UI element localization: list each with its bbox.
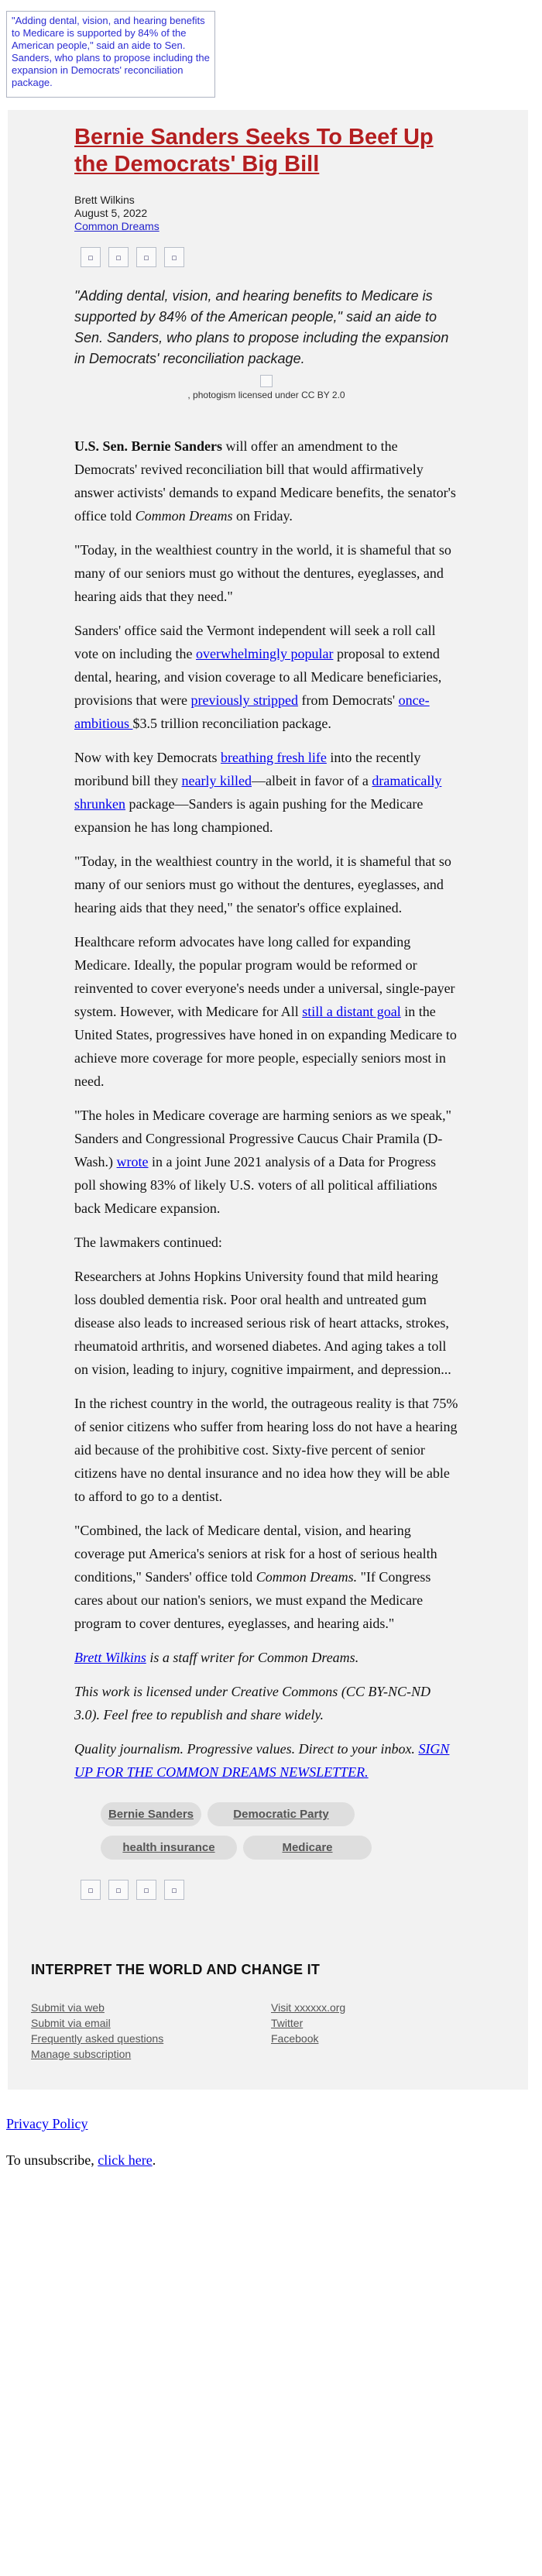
privacy-row — [6, 2116, 542, 2132]
footer — [31, 1962, 528, 2062]
tag-list — [101, 1802, 426, 1860]
text: in the United States, progressives have honed in on expanding Medicare to achieve more coverage for more people, especially seniors most in need. — [74, 1004, 457, 1089]
footer-link-submit-web[interactable]: Submit via web — [31, 2001, 105, 2014]
license-note: This work is licensed under Creative Commons (CC BY-NC-ND 3.0). Feel free to republish and share widely. — [74, 1684, 431, 1722]
text: Healthcare reform advocates have long called for expanding Medicare. Ideally, the popular program would be reformed or reinvented to cover everyone's needs under a universal, single-payer system. However, with Medicare for All — [74, 934, 455, 1019]
paragraph-8: The lawmakers continued: — [74, 1235, 222, 1250]
publication-name: Common Dreams — [135, 508, 233, 524]
link-newsletter-signup[interactable]: SIGN UP FOR THE COMMON DREAMS NEWSLETTER. — [74, 1741, 450, 1780]
photo-credit: , photogism licensed under CC BY 2.0 — [187, 390, 345, 400]
footer-col-left — [31, 2000, 271, 2062]
link-author[interactable]: Brett Wilkins — [74, 1650, 146, 1665]
share-twitter-icon[interactable]: ▫ — [108, 247, 129, 267]
paragraph-3 — [74, 619, 458, 735]
newsletter-promo — [74, 1737, 458, 1784]
article-title[interactable]: Bernie Sanders Seeks To Beef Up the Democrats' Big Bill — [74, 125, 434, 177]
text: from Democrats' — [297, 692, 399, 708]
hero-image-alt-text[interactable]: "Adding dental, vision, and hearing benefits to Medicare is supported by 84% of the American people," said an aide to Sen. Sanders, who plans to propose including the expansion in Democrats' reconciliation package. — [6, 11, 215, 98]
paragraph-10: In the richest country in the world, the outrageous reality is that 75% of senior citizens who suffer from hearing loss do not have a hearing aid because of the prohibitive cost. Sixty-five percent of senior citizens have no dental insurance and no idea how they will be able to afford to go to a dentist. — [74, 1396, 458, 1504]
text: $3.5 trillion reconciliation package. — [132, 716, 331, 731]
author-name: Brett Wilkins — [74, 194, 135, 206]
paragraph-9: Researchers at Johns Hopkins University found that mild hearing loss doubled dementia risk. Poor oral health and untreated gum disease also leads to increased serious risk of heart attacks, strokes, rheumatoid arthritis, and worsened diabetes. And aging takes a toll on vision, leading to injury, cognitive impairment, and depression... — [74, 1269, 451, 1377]
tag-health-insurance[interactable]: health insurance — [101, 1836, 237, 1860]
share-linkedin-icon[interactable]: ▫ — [136, 247, 156, 267]
paragraph-2: "Today, in the wealthiest country in the world, it is shameful that so many of our seniors must go without the dentures, eyeglasses, and hearing aids that they need." — [74, 542, 451, 604]
share-facebook-icon[interactable]: ▫ — [81, 247, 101, 267]
footer-links — [31, 2000, 528, 2062]
unsubscribe-link[interactable]: click here — [98, 2152, 153, 2168]
text: in a joint June 2021 analysis of a Data for Progress poll showing 83% of likely U.S. voters of all political affiliations back Medicare expansion. — [74, 1154, 437, 1216]
privacy-policy-link[interactable]: Privacy Policy — [6, 2116, 88, 2131]
email-page — [0, 11, 542, 2169]
share-twitter-icon[interactable]: ▫ — [108, 1880, 129, 1900]
text: —albeit in favor of a — [251, 773, 372, 788]
text: "Combined, the lack of Medicare dental, vision, and hearing coverage put America's seniors at risk for a host of serious health conditions," Sanders' office told — [74, 1523, 437, 1585]
link-once-ambitious[interactable]: once-ambitious — [74, 692, 430, 731]
footer-heading: INTERPRET THE WORLD AND CHANGE IT — [31, 1962, 321, 1977]
publish-date: August 5, 2022 — [74, 207, 148, 219]
article-body — [74, 434, 458, 1784]
footer-link-faq[interactable]: Frequently asked questions — [31, 2032, 164, 2045]
article-card — [8, 110, 528, 2090]
text: "The holes in Medicare coverage are harming seniors as we speak," Sanders and Congressional Progressive Caucus Chair Pramila (D-Wash.) — [74, 1108, 452, 1170]
link-previously-stripped[interactable]: previously stripped — [190, 692, 298, 708]
byline — [74, 194, 458, 233]
paragraph-5: "Today, in the wealthiest country in the world, it is shameful that so many of our seniors must go without the dentures, eyeglasses, and hearing aids that they need," the senator's office explained. — [74, 854, 451, 915]
publication-name: Common Dreams. — [256, 1569, 358, 1585]
text: is a staff writer for Common Dreams. — [146, 1650, 359, 1665]
text: on Friday. — [232, 508, 293, 524]
text: into the recently moribund bill they — [74, 750, 421, 788]
text: Sanders' office said the Vermont independent will seek a roll call vote on including the — [74, 623, 436, 661]
tag-medicare[interactable]: Medicare — [243, 1836, 372, 1860]
broken-image-icon — [260, 375, 273, 387]
source-link[interactable]: Common Dreams — [74, 220, 160, 232]
text: will offer an amendment to the Democrats' revived reconciliation bill that would affirmatively answer activists' demands to expand Medicare benefits, the senator's office told — [74, 438, 456, 524]
unsubscribe-end: . — [152, 2152, 156, 2168]
link-still-a-distant-goal[interactable]: still a distant goal — [302, 1004, 401, 1019]
tag-democratic-party[interactable]: Democratic Party — [208, 1802, 355, 1826]
text: "If Congress cares about our nation's seniors, we must expand the Medicare program to cover dentures, eyeglasses, and hearing aids." — [74, 1569, 431, 1631]
text: proposal to extend dental, hearing, and vision coverage to all Medicare beneficiaries, provisions that were — [74, 646, 442, 708]
footer-link-submit-email[interactable]: Submit via email — [31, 2017, 111, 2029]
footer-col-right — [271, 2000, 511, 2062]
share-email-icon[interactable]: ▫ — [164, 1880, 184, 1900]
share-buttons-top — [81, 247, 458, 267]
author-bio — [74, 1646, 458, 1669]
link-dramatically-shrunken[interactable]: dramatically shrunken — [74, 773, 442, 812]
footer-link-twitter[interactable]: Twitter — [271, 2017, 304, 2029]
link-overwhelmingly-popular[interactable]: overwhelmingly popular — [195, 646, 334, 661]
share-facebook-icon[interactable]: ▫ — [81, 1880, 101, 1900]
footer-link-manage-subscription[interactable]: Manage subscription — [31, 2048, 132, 2060]
text: package—Sanders is again pushing for the Medicare expansion he has long championed. — [74, 796, 424, 835]
article-lede: "Adding dental, vision, and hearing benefits to Medicare is supported by 84% of the American people," said an aide to Sen. Sanders, who plans to propose including the expansion in Democrats' reconciliation package. — [74, 288, 449, 366]
footer-link-facebook[interactable]: Facebook — [271, 2032, 319, 2045]
tag-bernie-sanders[interactable]: Bernie Sanders — [101, 1802, 201, 1826]
footer-link-visit-site[interactable]: Visit xxxxxx.org — [271, 2001, 346, 2014]
link-wrote[interactable]: wrote — [116, 1154, 149, 1170]
paragraph-6 — [74, 930, 458, 1093]
share-linkedin-icon[interactable]: ▫ — [136, 1880, 156, 1900]
link-breathing-fresh-life[interactable]: breathing fresh life — [220, 750, 327, 765]
unsubscribe-text: To unsubscribe, — [6, 2152, 98, 2168]
share-buttons-bottom — [81, 1880, 458, 1900]
photo-block — [74, 374, 458, 400]
unsubscribe-row — [6, 2152, 542, 2169]
text: Now with key Democrats — [74, 750, 221, 765]
senator-name: U.S. Sen. Bernie Sanders — [74, 438, 223, 454]
paragraph-4 — [74, 746, 458, 839]
paragraph-7 — [74, 1104, 458, 1220]
paragraph-11 — [74, 1519, 458, 1635]
share-email-icon[interactable]: ▫ — [164, 247, 184, 267]
link-nearly-killed[interactable]: nearly killed — [181, 773, 252, 788]
paragraph-1 — [74, 434, 458, 527]
text: Quality journalism. Progressive values. Direct to your inbox. — [74, 1741, 419, 1757]
